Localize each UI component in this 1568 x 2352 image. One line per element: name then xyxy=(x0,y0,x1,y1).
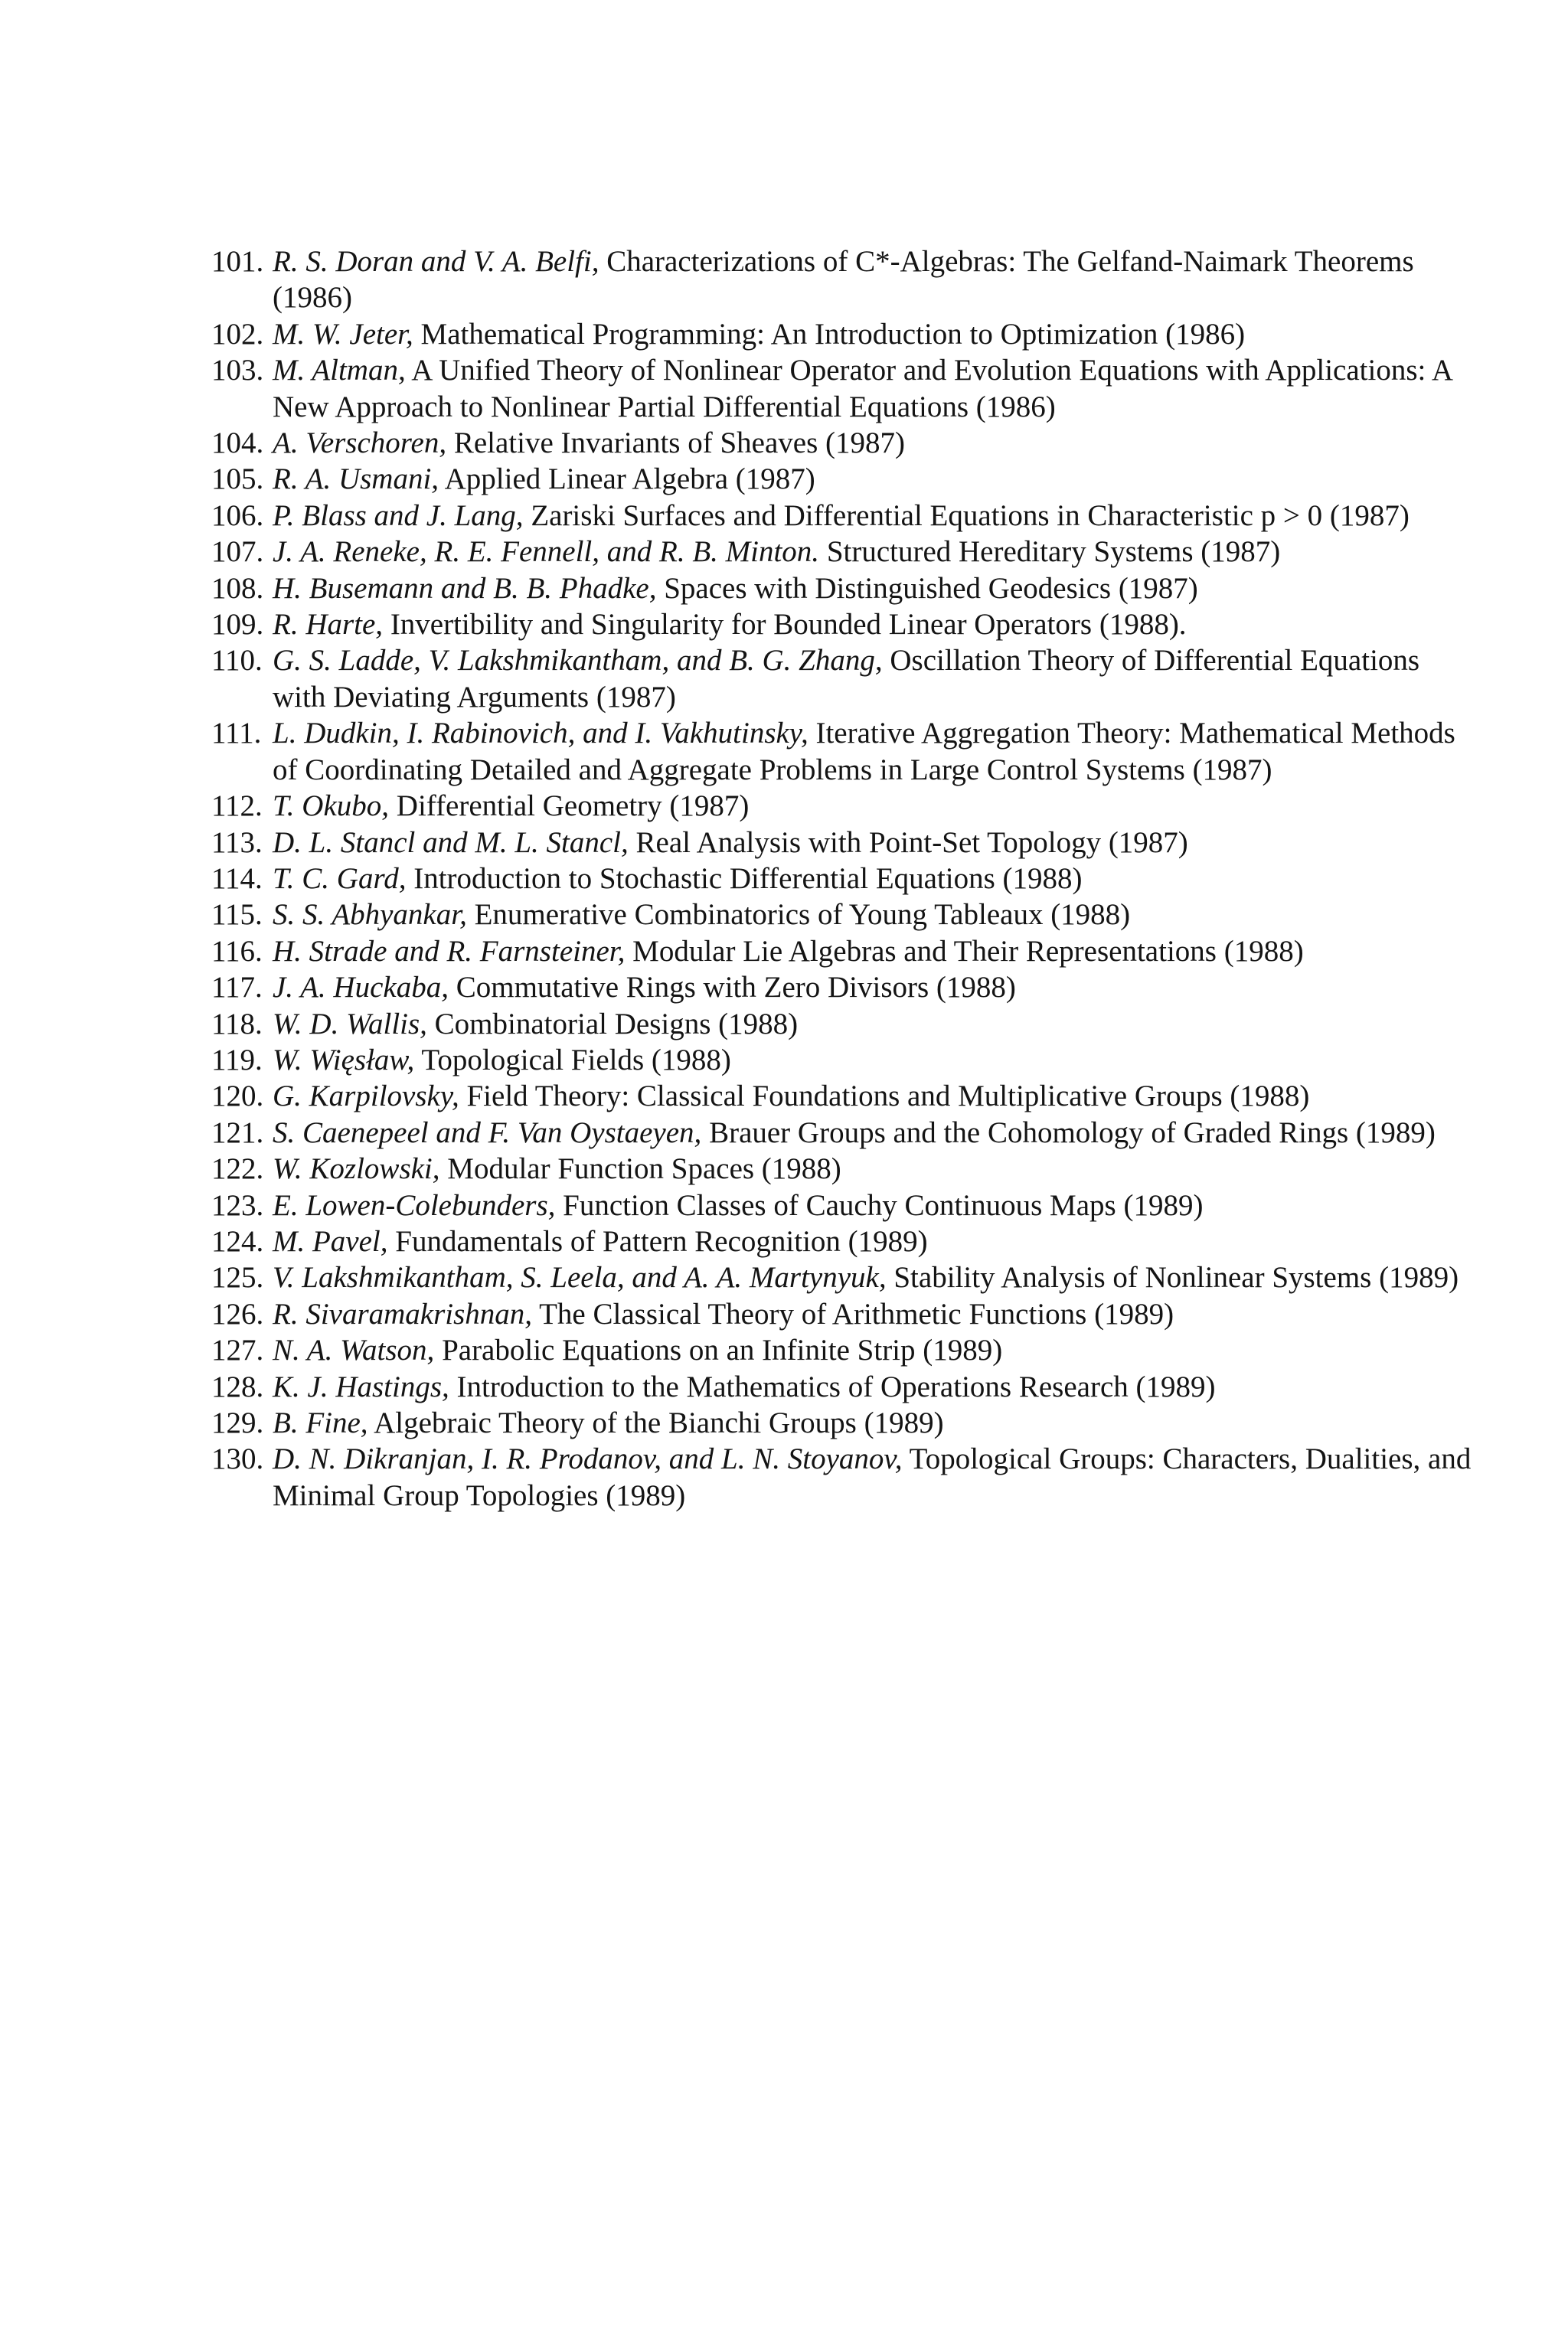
entry-title: Enumerative Combinatorics of Young Tableaux (1988) xyxy=(466,898,1131,932)
entry-number: 120. xyxy=(211,1080,264,1113)
entry-title: Stability Analysis of Nonlinear Systems (1989) xyxy=(886,1261,1459,1295)
entry-authors: R. A. Usmani, xyxy=(273,462,439,496)
entry-title: Invertibility and Singularity for Bounded Linear Operators (1988). xyxy=(383,608,1187,642)
list-item xyxy=(0,642,1568,715)
list-item xyxy=(0,570,1568,606)
list-item xyxy=(0,316,1568,352)
entry-title: Introduction to the Mathematics of Operations Research (1989) xyxy=(449,1370,1216,1403)
entry-title: Differential Geometry (1987) xyxy=(389,789,750,823)
list-item xyxy=(0,498,1568,534)
entry-title: Mathematical Programming: An Introduction to Optimization (1986) xyxy=(413,317,1246,351)
entry-title: Topological Fields (1988) xyxy=(414,1043,731,1076)
entry-title: Commutative Rings with Zero Divisors (1988) xyxy=(448,971,1016,1004)
entry-number: 111. xyxy=(211,717,262,750)
entry-authors: R. Sivaramakrishnan, xyxy=(273,1297,533,1331)
entry-authors: D. N. Dikranjan, I. R. Prodanov, and L. N. Stoyanov, xyxy=(273,1442,903,1476)
entry-number: 128. xyxy=(211,1370,264,1403)
list-item xyxy=(0,788,1568,824)
entry-number: 127. xyxy=(211,1334,264,1367)
entry-title: Oscillation Theory of Differential Equations with Deviating Arguments (1987) xyxy=(273,644,1420,714)
entry-authors: M. Pavel, xyxy=(273,1224,388,1258)
series-list xyxy=(0,243,1568,1514)
entry-authors: T. C. Gard, xyxy=(273,861,407,895)
list-item xyxy=(0,715,1568,788)
list-item xyxy=(0,933,1568,969)
entry-title: Modular Function Spaces (1988) xyxy=(439,1152,841,1186)
entry-number: 123. xyxy=(211,1188,264,1222)
list-item xyxy=(0,243,1568,316)
entry-authors: K. J. Hastings, xyxy=(273,1370,449,1403)
entry-title: Combinatorial Designs (1988) xyxy=(426,1007,799,1040)
entry-title: The Classical Theory of Arithmetic Functions (1989) xyxy=(532,1297,1174,1331)
entry-authors: D. L. Stancl and M. L. Stancl, xyxy=(273,825,629,859)
entry-authors: J. A. Reneke, R. E. Fennell, and R. B. Minton. xyxy=(273,535,820,569)
entry-number: 129. xyxy=(211,1406,264,1439)
list-item xyxy=(0,1115,1568,1151)
list-item xyxy=(0,897,1568,933)
entry-authors: S. S. Abhyankar, xyxy=(273,898,467,932)
list-item xyxy=(0,352,1568,425)
entry-number: 102. xyxy=(211,317,264,351)
entry-number: 121. xyxy=(211,1116,264,1149)
list-item xyxy=(0,534,1568,570)
entry-number: 110. xyxy=(211,644,263,678)
entry-number: 124. xyxy=(211,1224,264,1258)
entry-title: Topological Groups: Characters, Dualities, and Minimal Group Topologies (1989) xyxy=(273,1442,1472,1512)
entry-authors: G. Karpilovsky, xyxy=(273,1080,459,1113)
entry-title: Characterizations of C*-Algebras: The Gelfand-Naimark Theorems (1986) xyxy=(273,245,1414,315)
entry-number: 112. xyxy=(211,789,263,823)
entry-authors: H. Strade and R. Farnsteiner, xyxy=(273,934,626,968)
entry-number: 106. xyxy=(211,498,264,532)
entry-title: Iterative Aggregation Theory: Mathematical Methods of Coordinating Detailed and Aggregate Problems in Large Control Systems (1987) xyxy=(273,717,1455,786)
entry-authors: T. Okubo, xyxy=(273,789,390,823)
entry-number: 114. xyxy=(211,861,263,895)
entry-title: Function Classes of Cauchy Continuous Maps (1989) xyxy=(555,1188,1204,1222)
list-item xyxy=(0,606,1568,642)
entry-number: 101. xyxy=(211,245,264,278)
list-item xyxy=(0,1151,1568,1187)
list-item xyxy=(0,1042,1568,1078)
list-item xyxy=(0,425,1568,461)
list-item xyxy=(0,1369,1568,1405)
entry-number: 115. xyxy=(211,898,263,932)
entry-title: Relative Invariants of Sheaves (1987) xyxy=(446,426,905,460)
entry-authors: L. Dudkin, I. Rabinovich, and I. Vakhutinsky, xyxy=(273,717,808,750)
entry-title: Structured Hereditary Systems (1987) xyxy=(819,535,1281,569)
list-item xyxy=(0,825,1568,861)
entry-authors: M. W. Jeter, xyxy=(273,317,413,351)
list-item xyxy=(0,461,1568,497)
entry-authors: H. Busemann and B. B. Phadke, xyxy=(273,571,657,605)
entry-authors: A. Verschoren, xyxy=(273,426,447,460)
entry-number: 108. xyxy=(211,571,264,605)
entry-authors: W. Kozlowski, xyxy=(273,1152,440,1186)
entry-authors: V. Lakshmikantham, S. Leela, and A. A. Martynyuk, xyxy=(273,1261,887,1295)
list-item xyxy=(0,1332,1568,1368)
entry-authors: W. Więsław, xyxy=(273,1043,415,1076)
entry-authors: G. S. Ladde, V. Lakshmikantham, and B. G. Zhang, xyxy=(273,644,883,678)
entry-authors: S. Caenepeel and F. Van Oystaeyen, xyxy=(273,1116,702,1149)
entry-number: 125. xyxy=(211,1261,264,1295)
list-item xyxy=(0,969,1568,1005)
entry-authors: E. Lowen-Colebunders, xyxy=(273,1188,556,1222)
entry-title: Parabolic Equations on an Infinite Strip (1989) xyxy=(434,1334,1003,1367)
entry-title: Modular Lie Algebras and Their Representations (1988) xyxy=(625,934,1304,968)
list-item xyxy=(0,1078,1568,1114)
entry-authors: N. A. Watson, xyxy=(273,1334,435,1367)
list-item xyxy=(0,1405,1568,1441)
entry-number: 103. xyxy=(211,354,264,387)
entry-number: 109. xyxy=(211,608,264,642)
entry-title: Real Analysis with Point-Set Topology (1987) xyxy=(628,825,1188,859)
entry-title: Introduction to Stochastic Differential Equations (1988) xyxy=(406,861,1083,895)
entry-authors: M. Altman, xyxy=(273,354,406,387)
entry-number: 130. xyxy=(211,1442,264,1476)
entry-number: 107. xyxy=(211,535,264,569)
entry-title: Spaces with Distinguished Geodesics (1987) xyxy=(656,571,1198,605)
list-item xyxy=(0,861,1568,897)
list-item xyxy=(0,1223,1568,1259)
entry-authors: B. Fine, xyxy=(273,1406,368,1439)
entry-authors: P. Blass and J. Lang, xyxy=(273,498,524,532)
entry-number: 105. xyxy=(211,462,264,496)
entry-number: 104. xyxy=(211,426,264,460)
entry-authors: W. D. Wallis, xyxy=(273,1007,427,1040)
entry-title: Zariski Surfaces and Differential Equations in Characteristic p > 0 (1987) xyxy=(523,498,1410,532)
entry-number: 116. xyxy=(211,934,263,968)
entry-number: 122. xyxy=(211,1152,264,1186)
entry-title: Field Theory: Classical Foundations and Multiplicative Groups (1988) xyxy=(459,1080,1310,1113)
entry-number: 119. xyxy=(211,1043,263,1076)
entry-title: Fundamentals of Pattern Recognition (1989) xyxy=(387,1224,928,1258)
list-item xyxy=(0,1259,1568,1295)
list-item xyxy=(0,1441,1568,1514)
list-item xyxy=(0,1296,1568,1332)
entry-number: 113. xyxy=(211,825,263,859)
entry-title: Brauer Groups and the Cohomology of Graded Rings (1989) xyxy=(701,1116,1436,1149)
entry-authors: R. Harte, xyxy=(273,608,384,642)
entry-title: Applied Linear Algebra (1987) xyxy=(439,462,815,496)
entry-authors: J. A. Huckaba, xyxy=(273,971,449,1004)
entry-number: 126. xyxy=(211,1297,264,1331)
entry-number: 118. xyxy=(211,1007,263,1040)
list-item xyxy=(0,1187,1568,1223)
entry-authors: R. S. Doran and V. A. Belfi, xyxy=(273,245,599,278)
entry-number: 117. xyxy=(211,971,263,1004)
entry-title: Algebraic Theory of the Bianchi Groups (1989) xyxy=(368,1406,944,1439)
list-item xyxy=(0,1006,1568,1042)
entry-title: A Unified Theory of Nonlinear Operator and Evolution Equations with Applications: A New Approach to Nonlinear Partial Differential Equations (1986) xyxy=(273,354,1452,423)
